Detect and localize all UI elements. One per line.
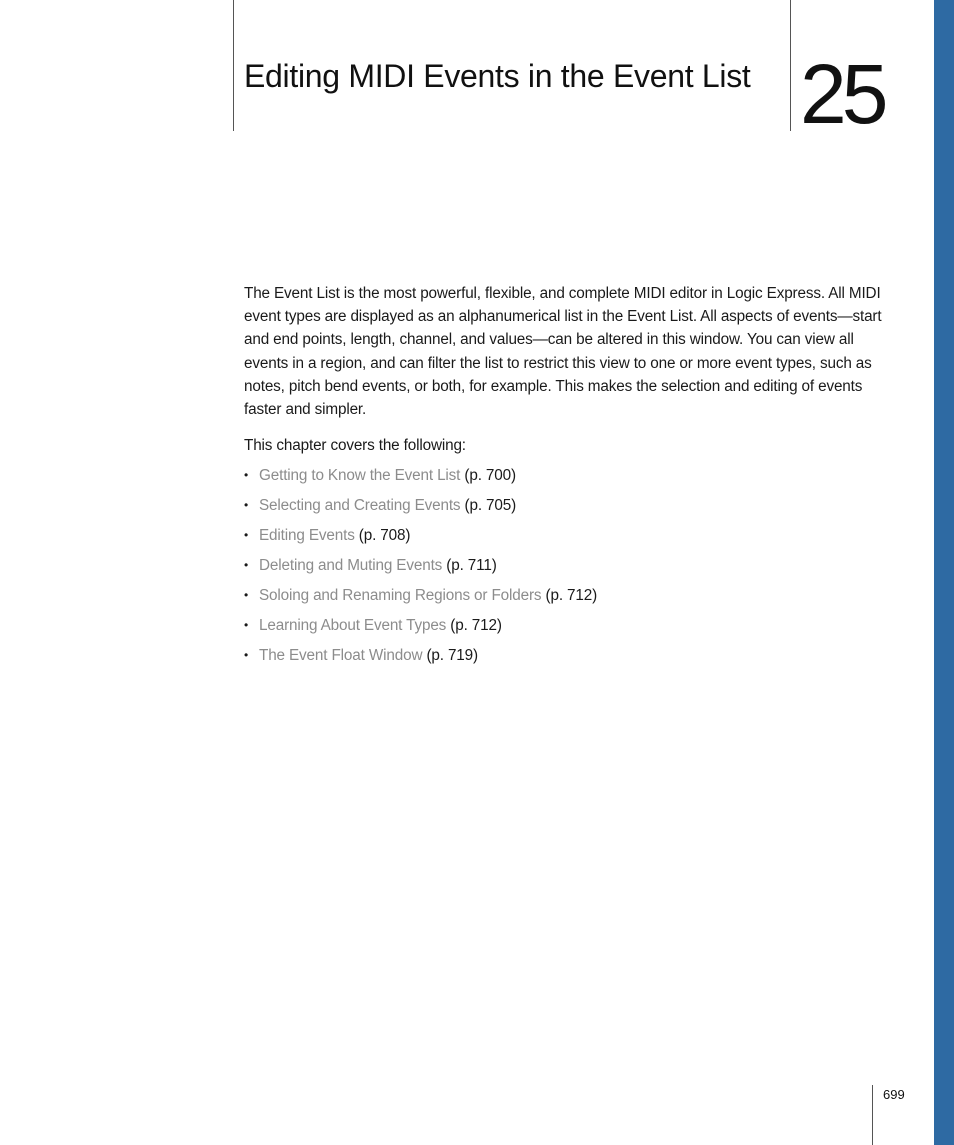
toc-link-deleting-muting[interactable]: Deleting and Muting Events (259, 557, 443, 574)
toc-item (244, 614, 597, 644)
toc-link-editing-events[interactable]: Editing Events (259, 527, 355, 544)
toc-item (244, 584, 597, 614)
toc-page-ref: (p. 705) (464, 497, 517, 514)
chapter-title: Editing MIDI Events in the Event List (244, 58, 751, 94)
chapter-number: 25 (800, 47, 884, 141)
toc-link-getting-to-know[interactable]: Getting to Know the Event List (259, 467, 461, 484)
toc-page-ref: (p. 711) (446, 557, 497, 574)
bullet: • (244, 498, 249, 512)
toc-page-ref: (p. 712) (450, 617, 502, 634)
toc-item (244, 464, 597, 494)
toc-page-ref: (p. 708) (358, 527, 411, 544)
toc-link-event-float-window[interactable]: The Event Float Window (259, 647, 423, 664)
title-divider-rule (790, 0, 791, 131)
bullet: • (244, 588, 249, 602)
bullet: • (244, 618, 249, 632)
toc-item (244, 644, 597, 674)
toc-item (244, 554, 597, 584)
page-number: 699 (883, 1087, 905, 1102)
bullet: • (244, 528, 249, 542)
toc-page-ref: (p. 712) (545, 587, 598, 604)
toc-page-ref: (p. 700) (464, 467, 516, 484)
chapter-toc (244, 464, 597, 674)
toc-link-soloing-renaming[interactable]: Soloing and Renaming Regions or Folders (259, 587, 542, 604)
chapter-side-bar (934, 0, 954, 1145)
toc-item (244, 524, 597, 554)
covers-label: This chapter covers the following: (244, 437, 466, 454)
bullet: • (244, 468, 249, 482)
toc-page-ref: (p. 719) (426, 647, 478, 664)
toc-item (244, 494, 597, 524)
intro-paragraph: The Event List is the most powerful, flexible, and complete MIDI editor in Logic Express. All MIDI event types are displayed as an alphanumerical list in the Event List. All aspects of events—start and end points, length, channel, and values—can be altered in this window. You can view all events in a region, and can filter the list to restrict this view to one or more event types, such as notes, pitch bend events, or both, for example. This makes the selection and editing of events faster and simpler. (244, 285, 882, 419)
toc-link-selecting-creating[interactable]: Selecting and Creating Events (259, 497, 461, 514)
bullet: • (244, 558, 249, 572)
toc-link-event-types[interactable]: Learning About Event Types (259, 617, 447, 634)
title-left-rule (233, 0, 234, 131)
footer-rule (872, 1085, 873, 1145)
bullet: • (244, 648, 249, 662)
